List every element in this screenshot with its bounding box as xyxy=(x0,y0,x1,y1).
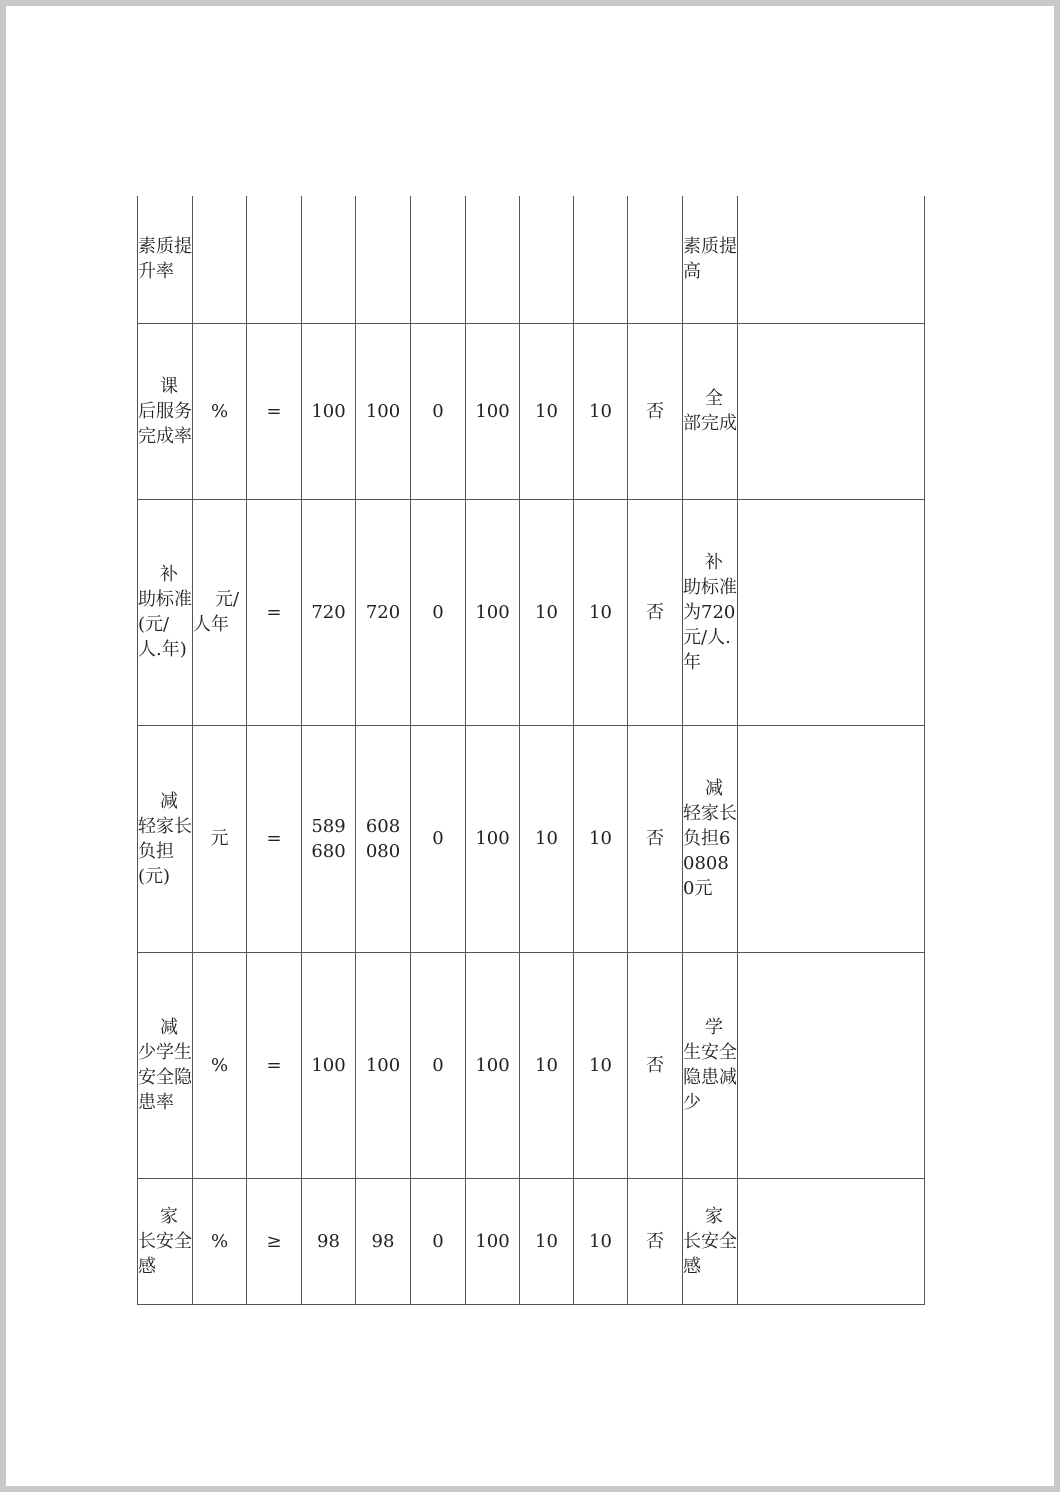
table-row xyxy=(138,725,925,952)
value-cell xyxy=(411,196,466,323)
value-cell: 0 xyxy=(411,725,466,952)
value-cell: 10 xyxy=(574,499,628,725)
unit-cell: 元/人年 xyxy=(193,499,247,725)
operator-cell: ≥ xyxy=(247,1178,302,1304)
operator-cell: = xyxy=(247,725,302,952)
value-cell: 0 xyxy=(411,499,466,725)
flag-cell: 否 xyxy=(628,952,683,1178)
value-cell: 10 xyxy=(520,499,574,725)
remark-cell xyxy=(738,952,925,1178)
operator-cell xyxy=(247,196,302,323)
indicator-name-cell: 减少学生安全隐患率 xyxy=(138,952,193,1178)
table-row xyxy=(138,323,925,499)
value-cell xyxy=(466,196,520,323)
value-cell: 10 xyxy=(520,952,574,1178)
unit-cell: % xyxy=(193,1178,247,1304)
value-cell: 0 xyxy=(411,952,466,1178)
value-cell: 100 xyxy=(466,725,520,952)
remark-cell xyxy=(738,725,925,952)
remark-cell xyxy=(738,499,925,725)
table-row xyxy=(138,499,925,725)
flag-cell: 否 xyxy=(628,499,683,725)
indicator-table xyxy=(137,196,925,1305)
value-cell: 100 xyxy=(356,323,411,499)
value-cell: 100 xyxy=(302,323,356,499)
unit-cell: 元 xyxy=(193,725,247,952)
value-cell: 10 xyxy=(520,1178,574,1304)
remark-cell xyxy=(738,323,925,499)
indicator-name-cell: 补助标准(元/人.年) xyxy=(138,499,193,725)
value-cell: 720 xyxy=(356,499,411,725)
value-cell: 100 xyxy=(466,323,520,499)
flag-cell: 否 xyxy=(628,725,683,952)
value-cell: 0 xyxy=(411,323,466,499)
value-cell xyxy=(356,196,411,323)
operator-cell: = xyxy=(247,323,302,499)
value-cell: 608080 xyxy=(356,725,411,952)
value-cell: 100 xyxy=(356,952,411,1178)
table-row xyxy=(138,1178,925,1304)
unit-cell: % xyxy=(193,323,247,499)
indicator-name-cell: 素质提升率 xyxy=(138,196,193,323)
value-cell: 10 xyxy=(520,725,574,952)
indicator-name-cell: 家长安全感 xyxy=(138,1178,193,1304)
indicator-name-cell: 减轻家长负担(元) xyxy=(138,725,193,952)
value-cell: 720 xyxy=(302,499,356,725)
remark-cell xyxy=(738,1178,925,1304)
value-cell: 10 xyxy=(574,725,628,952)
remark-cell xyxy=(738,196,925,323)
value-cell: 10 xyxy=(574,1178,628,1304)
value-cell: 98 xyxy=(302,1178,356,1304)
value-cell: 10 xyxy=(520,323,574,499)
note-cell: 补助标准为720元/人.年 xyxy=(683,499,738,725)
value-cell: 10 xyxy=(574,952,628,1178)
value-cell: 100 xyxy=(302,952,356,1178)
value-cell xyxy=(302,196,356,323)
value-cell: 589680 xyxy=(302,725,356,952)
value-cell: 98 xyxy=(356,1178,411,1304)
note-cell: 家长安全感 xyxy=(683,1178,738,1304)
value-cell: 100 xyxy=(466,952,520,1178)
note-cell: 减轻家长负担608080元 xyxy=(683,725,738,952)
note-cell: 学生安全隐患减少 xyxy=(683,952,738,1178)
operator-cell: = xyxy=(247,499,302,725)
document-page xyxy=(6,6,1054,1486)
value-cell: 0 xyxy=(411,1178,466,1304)
flag-cell xyxy=(628,196,683,323)
unit-cell xyxy=(193,196,247,323)
operator-cell: = xyxy=(247,952,302,1178)
value-cell: 100 xyxy=(466,1178,520,1304)
flag-cell: 否 xyxy=(628,1178,683,1304)
unit-cell: % xyxy=(193,952,247,1178)
note-cell: 全部完成 xyxy=(683,323,738,499)
flag-cell: 否 xyxy=(628,323,683,499)
table-row xyxy=(138,952,925,1178)
table-row xyxy=(138,196,925,323)
indicator-name-cell: 课后服务完成率 xyxy=(138,323,193,499)
note-cell: 素质提高 xyxy=(683,196,738,323)
value-cell xyxy=(574,196,628,323)
value-cell: 10 xyxy=(574,323,628,499)
value-cell: 100 xyxy=(466,499,520,725)
value-cell xyxy=(520,196,574,323)
